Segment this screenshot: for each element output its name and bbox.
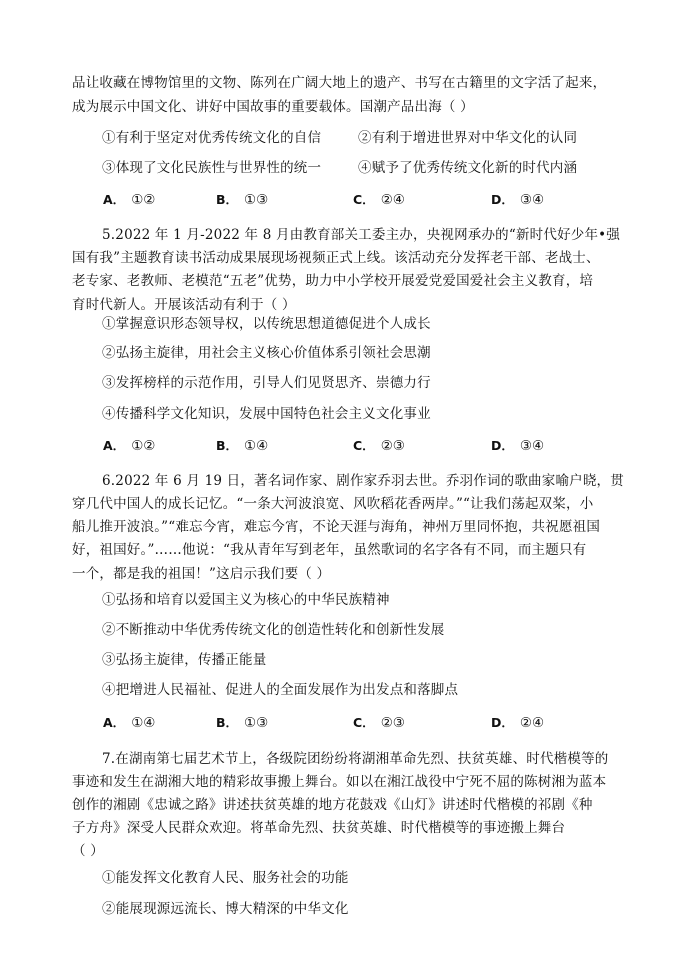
q6-stem-line: 好，祖国好。”……他说：“我从青年写到老年，虽然歌词的名字各有不同，而主题只有 (72, 542, 587, 558)
q6-choice-d[interactable]: D． ②④ (491, 715, 545, 731)
q4-stem-line: 品让收藏在博物馆里的文物、陈列在广阔大地上的遗产、书写在古籍里的文字活了起来， (72, 75, 607, 91)
q4-item-2: ②有利于增进世界对中华文化的认同 (358, 130, 578, 146)
q6-stem-line: 船儿推开波浪。”“难忘今宵，难忘今宵，不论天涯与海角，神州万里同怀抱，共祝愿祖国 (72, 519, 601, 535)
q4-choice-d[interactable]: D． ③④ (491, 192, 545, 208)
q6-item-1: ①弘扬和培育以爱国主义为核心的中华民族精神 (102, 592, 390, 608)
q5-choice-d[interactable]: D． ③④ (491, 438, 545, 454)
q7-stem-line: （ ） (72, 843, 104, 859)
q4-choice-c[interactable]: C． ②④ (353, 192, 405, 208)
q5-choice-b[interactable]: B． ①④ (216, 438, 269, 454)
q5-stem-line: 国有我”主题教育读书活动成果展现场视频正式上线。该活动充分发挥老干部、老战士、 (72, 250, 600, 266)
q6-stem-line: 6.2022 年 6 月 19 日，著名词作家、剧作家乔羽去世。乔羽作词的歌曲家喻户晓，贯 (102, 473, 624, 489)
q7-stem-line: 7.在湖南第七届艺术节上，各级院团纷纷将湖湘革命先烈、扶贫英雄、时代楷模等的 (102, 751, 609, 767)
q6-stem-line: 一个，都是我的祖国！”这启示我们要（ ） (72, 566, 331, 582)
q5-stem-line: 育时代新人。开展该活动有利于（ ） (72, 297, 296, 313)
q4-item-4: ④赋予了优秀传统文化新的时代内涵 (358, 160, 578, 176)
q7-stem-line: 子方舟》深受人民群众欢迎。将革命先烈、扶贫英雄、时代楷模等的事迹搬上舞台 (72, 820, 566, 836)
q6-choice-c[interactable]: C． ②③ (353, 715, 405, 731)
q7-stem-line: 事迹和发生在湖湘大地的精彩故事搬上舞台。如以在湘江战役中宁死不屈的陈树湘为蓝本 (72, 774, 607, 790)
q4-item-1: ①有利于坚定对优秀传统文化的自信 (102, 130, 322, 146)
q4-stem-line: 成为展示中国文化、讲好中国故事的重要载体。国潮产品出海（ ） (72, 99, 474, 115)
q5-stem-line: 老专家、老教师、老模范“五老”优势，助力中小学校开展爱党爱国爱社会主义教育，培 (72, 273, 594, 289)
q7-stem-line: 创作的湘剧《忠诚之路》讲述扶贫英雄的地方花鼓戏《山灯》讲述时代楷模的祁剧《种 (72, 797, 593, 813)
q4-item-3: ③体现了文化民族性与世界性的统一 (102, 160, 322, 176)
q5-choice-a[interactable]: A． ①② (103, 438, 156, 454)
q6-item-3: ③弘扬主旋律，传播正能量 (102, 652, 267, 668)
q5-stem-line: 5.2022 年 1 月-2022 年 8 月由教育部关工委主办，央视网承办的“新时代好少年•强 (102, 227, 621, 243)
q7-item-1: ①能发挥文化教育人民、服务社会的功能 (102, 870, 349, 886)
q5-item-4: ④传播科学文化知识，发展中国特色社会主义文化事业 (102, 406, 431, 422)
q6-stem-line: 穿几代中国人的成长记忆。“一条大河波浪宽、风吹稻花香两岸。”“让我们荡起双桨，小 (72, 496, 594, 512)
q5-item-1: ①掌握意识形态领导权，以传统思想道德促进个人成长 (102, 316, 431, 332)
q4-choice-a[interactable]: A． ①② (103, 192, 156, 208)
q5-choice-c[interactable]: C． ②③ (353, 438, 405, 454)
q5-item-3: ③发挥榜样的示范作用，引导人们见贤思齐、崇德力行 (102, 375, 431, 391)
q6-item-2: ②不断推动中华优秀传统文化的创造性转化和创新性发展 (102, 622, 445, 638)
q6-item-4: ④把增进人民福祉、促进人的全面发展作为出发点和落脚点 (102, 682, 459, 698)
q4-choice-b[interactable]: B． ①③ (216, 192, 269, 208)
q5-item-2: ②弘扬主旋律，用社会主义核心价值体系引领社会思潮 (102, 345, 431, 361)
q7-item-2: ②能展现源远流长、博大精深的中华文化 (102, 901, 349, 917)
q6-choice-a[interactable]: A． ①④ (103, 715, 156, 731)
q6-choice-b[interactable]: B． ①③ (216, 715, 269, 731)
